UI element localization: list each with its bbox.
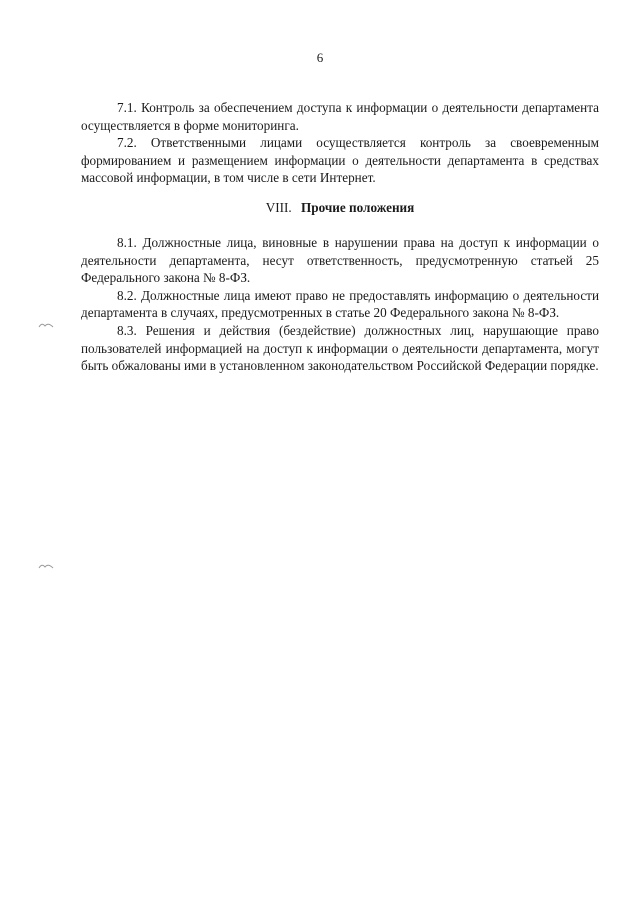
section-8-number: VIII. bbox=[265, 200, 292, 215]
margin-mark bbox=[38, 562, 54, 570]
margin-mark bbox=[38, 321, 54, 329]
section-8-text bbox=[81, 234, 599, 375]
page-number: 6 bbox=[316, 50, 324, 65]
section-7-text bbox=[81, 99, 599, 187]
section-8-title: Прочие положения bbox=[301, 200, 415, 215]
paragraph-7-2: 7.2. Ответственными лицами осуществляется контроль за своевременным формированием и размещением информации о деятельности департамента в средствах массовой информации, в том числе в сети Интернет. bbox=[81, 135, 599, 186]
paragraph-8-1: 8.1. Должностные лица, виновные в нарушении права на доступ к информации о деятельности департамента, несут ответственность, предусмотренную статьей 25 Федерального закона № 8-ФЗ. bbox=[81, 235, 599, 286]
section-8-heading bbox=[0, 200, 640, 216]
paragraph-7-1: 7.1. Контроль за обеспечением доступа к информации о деятельности департамента осуществляется в форме мониторинга. bbox=[81, 100, 599, 133]
paragraph-8-3: 8.3. Решения и действия (бездействие) должностных лиц, нарушающие право пользователей информацией на доступ к информации о деятельности департамента, могут быть обжалованы ими в установленном законодательством Российской Федерации порядке. bbox=[81, 322, 599, 374]
paragraph-8-2: 8.2. Должностные лица имеют право не предоставлять информацию о деятельности департамента в случаях, предусмотренных в статье 20 Федерального закона № 8-ФЗ. bbox=[81, 287, 599, 321]
